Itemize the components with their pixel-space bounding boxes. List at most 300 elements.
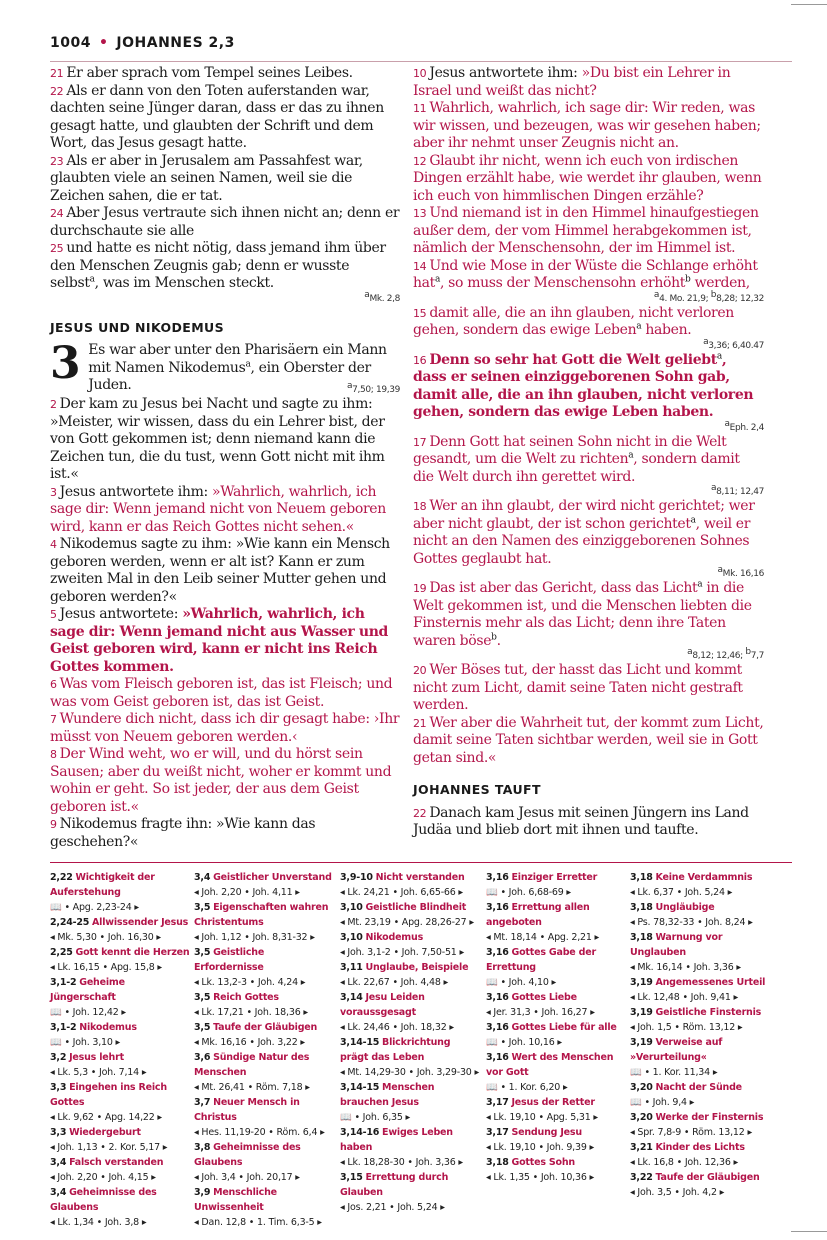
crossref-topic: Ewiges Leben haben — [340, 1127, 453, 1153]
verse-9 — [50, 816, 400, 851]
crossref-heading — [50, 1080, 190, 1110]
crossref-links[interactable]: ◂ Lk. 18,28-30 • Joh. 3,36 ▸ — [340, 1157, 463, 1168]
crossref-topic: Wiedergeburt — [69, 1127, 141, 1138]
crossref-entry[interactable] — [50, 1020, 190, 1050]
crossref-links[interactable]: ◂ Jos. 2,21 • Joh. 5,24 ▸ — [340, 1202, 445, 1213]
crossref-topic: Geistliche Finsternis — [655, 1007, 762, 1018]
crossref-heading — [486, 1155, 626, 1170]
crossref-topic: Einziger Erretter — [511, 872, 598, 883]
crossref-entry[interactable] — [50, 870, 190, 915]
crossref-verse: 3,5 — [194, 902, 211, 913]
crossref-heading — [50, 1125, 190, 1140]
verse-text: Denn Gott hat seinen Sohn nicht in die Welt gesandt, um die Welt zu richten — [413, 433, 727, 467]
verse-number: 17 — [413, 435, 427, 449]
crossref-heading — [486, 1095, 626, 1110]
verse-20 — [413, 662, 764, 715]
crossref-verse: 3,10 — [340, 932, 363, 943]
crossref-topic: Errettung durch Glauben — [340, 1172, 449, 1198]
crossref-links[interactable]: ◂ Mt. 14,29-30 • Joh. 3,29-30 ▸ — [340, 1067, 480, 1078]
verse-text: Der Wind weht, wo er will, und du hörst sein Sausen; aber du weißt nicht, woher er kommt und wohin er geht. So ist jeder, der aus dem Geist geboren ist.« — [50, 746, 392, 815]
verse-13 — [413, 205, 764, 258]
crossref-links[interactable]: 📖 • Joh. 6,35 ▸ — [340, 1112, 411, 1123]
verse-text: Nikodemus fragte ihn: »Wie kann das geschehen?« — [50, 816, 316, 850]
crossref-entry[interactable] — [340, 1035, 480, 1080]
crossref-entry[interactable] — [340, 1080, 480, 1125]
verse-8 — [50, 746, 400, 816]
verse-text: Und niemand ist in den Himmel hinaufgestiegen außer dem, der vom Himmel herabgekommen ist, nämlich der Menschensohn, der im Himmel ist. — [413, 205, 759, 256]
verse-group — [413, 305, 764, 340]
crossref-verse: 3,16 — [486, 1052, 509, 1063]
verse-text: Wer aber die Wahrheit tut, der kommt zum Licht, damit seine Taten sichtbar werden, weil sie in Gott getan sind.« — [413, 714, 764, 766]
verse-number: 21 — [413, 716, 427, 730]
crossref-topic: Sendung Jesu — [511, 1127, 582, 1138]
crossref-topic: Eigenschaften wahren Christentums — [194, 902, 329, 928]
crossref-links[interactable]: ◂ Joh. 2,20 • Joh. 4,11 ▸ — [194, 887, 300, 898]
crossref-entry[interactable] — [194, 990, 334, 1020]
crossref-topic: Angemessenes Urteil — [655, 977, 766, 988]
crossref-links[interactable]: ◂ Joh. 1,5 • Röm. 13,12 ▸ — [630, 1022, 743, 1033]
verse-number: 21 — [50, 67, 64, 80]
verse-text: Danach kam Jesus mit seinen Jüngern ins Land Judäa und blieb dort mit ihnen und taufte. — [413, 804, 749, 838]
crossref-topic: Geistlicher Unverstand — [213, 872, 332, 883]
verse-text: Wer Böses tut, der hasst das Licht und kommt nicht zum Licht, damit seine Taten nicht gestraft werden. — [413, 662, 743, 713]
verse-6 — [50, 676, 400, 711]
crossref-links[interactable]: ◂ Mt. 23,19 • Apg. 28,26-27 ▸ — [340, 917, 474, 928]
crossref-entry[interactable] — [194, 870, 334, 900]
crossref-heading — [486, 870, 626, 885]
crossref-topic: Reich Gottes — [213, 992, 279, 1003]
crossref-links[interactable]: ◂ Joh. 2,20 • Joh. 4,15 ▸ — [50, 1172, 156, 1183]
crossref-verse: 3,10 — [340, 902, 363, 913]
crossref-entry[interactable] — [630, 1170, 770, 1200]
footnote-marker: a — [697, 579, 703, 590]
crossref-topic: Blickrichtung prägt das Leben — [340, 1037, 451, 1063]
verse-4 — [50, 536, 400, 606]
crossref-links[interactable]: ◂ Mk. 16,14 • Joh. 3,36 ▸ — [630, 962, 741, 973]
crossref-heading — [630, 900, 770, 915]
right-text-column — [413, 65, 764, 840]
crossref-topic: Sündige Natur des Menschen — [194, 1052, 310, 1078]
verse-21 — [413, 715, 764, 768]
footnote-marker: a — [690, 514, 696, 525]
verse-19 — [413, 580, 764, 650]
crossref-entry[interactable] — [194, 1185, 334, 1230]
crossref-heading — [194, 1020, 334, 1035]
verse-text: Der kam zu Jesus bei Nacht und sagte zu ihm: »Meister, wir wissen, dass du ein Lehrer bist, der von Gott gekommen ist; denn niemand kann die Zeichen tun, die du tust, wenn Gott nicht mit ihm ist.« — [50, 396, 385, 482]
verse-number: 4 — [50, 538, 57, 551]
crossref-verse: 3,5 — [194, 947, 211, 958]
crossref-entry[interactable] — [486, 1020, 626, 1050]
crossref-topic: Menschliche Unwissenheit — [194, 1187, 277, 1213]
crossref-entry[interactable] — [50, 1125, 190, 1155]
crossref-heading — [486, 990, 626, 1005]
crossref-links[interactable]: ◂ Jer. 31,3 • Joh. 16,27 ▸ — [486, 1007, 595, 1018]
crossref-heading — [50, 945, 190, 960]
crossref-verse: 3,5 — [194, 1022, 211, 1033]
crossref-heading — [340, 930, 480, 945]
verse-text: Wahrlich, wahrlich, ich sage dir: Wir reden, was wir wissen, und bezeugen, was wir gesehen haben; aber ihr nehmt unser Zeugnis nicht an. — [413, 100, 761, 151]
verse-text: Jesus antwortete ihm: — [59, 483, 212, 500]
crossref-heading — [486, 945, 626, 975]
crossref-links[interactable]: ◂ Lk. 17,21 • Joh. 18,36 ▸ — [194, 1007, 308, 1018]
crossref-entry[interactable] — [340, 930, 480, 960]
crossref-verse: 3,14-15 — [340, 1082, 380, 1093]
crossref-entry[interactable] — [630, 900, 770, 930]
crossref-entry[interactable] — [630, 1110, 770, 1140]
verse-number: 13 — [413, 207, 427, 220]
crop-mark — [791, 1231, 827, 1232]
crossref-entry[interactable] — [340, 900, 480, 930]
crossref-heading — [630, 930, 770, 960]
section-heading-tauft: JOHANNES TAUFT — [413, 782, 541, 797]
crossref-links[interactable]: ◂ Lk. 16,8 • Joh. 12,36 ▸ — [630, 1157, 739, 1168]
crossref-entry[interactable] — [486, 1125, 626, 1155]
crossref-entry[interactable] — [340, 1170, 480, 1215]
crossref-entry[interactable] — [486, 870, 626, 900]
crossref-entry[interactable] — [194, 1140, 334, 1185]
crossref-entry[interactable] — [630, 930, 770, 975]
crossref-entry[interactable] — [486, 1050, 626, 1095]
verse-text: Jesus antwortete ihm: — [429, 65, 582, 81]
crossref-entry[interactable] — [50, 945, 190, 975]
crossref-verse: 3,3 — [50, 1082, 67, 1093]
crop-mark — [791, 4, 827, 5]
crossref-links[interactable]: ◂ Lk. 1,35 • Joh. 10,36 ▸ — [486, 1172, 595, 1183]
crossref-links[interactable]: ◂ Lk. 6,37 • Joh. 5,24 ▸ — [630, 887, 733, 898]
verse-2 — [50, 396, 400, 484]
crossref-links[interactable]: ◂ Lk. 13,2-3 • Joh. 4,24 ▸ — [194, 977, 306, 988]
crossref-links[interactable]: 📖 • 1. Kor. 6,20 ▸ — [486, 1082, 568, 1093]
footnote: $^a$Mk. 16,16 — [717, 565, 764, 579]
crossref-links[interactable]: ◂ Mt. 18,14 • Apg. 2,21 ▸ — [486, 932, 600, 943]
verse-number: 11 — [413, 102, 427, 115]
crossref-entry[interactable] — [194, 1050, 334, 1095]
crossref-heading — [630, 1080, 770, 1095]
verse-text: . — [496, 632, 501, 649]
crossref-verse: 3,21 — [630, 1142, 653, 1153]
crossref-entry[interactable] — [486, 900, 626, 945]
verse-22 — [413, 805, 764, 840]
crossref-verse: 3,16 — [486, 992, 509, 1003]
verse-number: 23 — [50, 154, 64, 168]
footnote: $^a$Eph. 2,4 — [724, 418, 764, 433]
crossref-entry[interactable] — [194, 1095, 334, 1140]
verse-text: Das ist aber das Gericht, dass das Licht — [429, 580, 698, 596]
crossref-entry[interactable] — [50, 1185, 190, 1230]
footnote-marker: a — [434, 274, 440, 285]
verse-text: Aber Jesus vertraute sich ihnen nicht an; denn er durchschaute sie alle — [50, 205, 400, 239]
crossref-verse: 3,16 — [486, 1022, 509, 1033]
crossref-verse: 3,5 — [194, 992, 211, 1003]
verse-text: Wer an ihn glaubt, der wird nicht gerichtet; wer aber nicht glaubt, der ist schon gerichtet — [413, 498, 755, 532]
crossref-verse: 3,3 — [50, 1127, 67, 1138]
crossref-verse: 2,25 — [50, 947, 73, 958]
crossref-topic: Wert des Menschen vor Gott — [486, 1052, 614, 1078]
footnote: $^a$8,12; 12,46; $^b$7,7 — [687, 647, 764, 661]
crossref-column-5 — [630, 870, 770, 1200]
crossref-links[interactable]: ◂ Joh. 1,12 • Joh. 8,31-32 ▸ — [194, 932, 315, 943]
verse-number: 8 — [50, 748, 57, 761]
crossref-topic: Verweise auf »Verurteilung« — [630, 1037, 723, 1063]
crossref-links[interactable]: ◂ Hes. 11,19-20 • Röm. 6,4 ▸ — [194, 1127, 325, 1138]
crossref-verse: 3,22 — [630, 1172, 653, 1183]
crossref-links[interactable]: ◂ Ps. 78,32-33 • Joh. 8,24 ▸ — [630, 917, 753, 928]
crossref-entry[interactable] — [194, 945, 334, 990]
footnote-marker: b — [685, 274, 691, 285]
crossref-heading — [486, 1020, 626, 1035]
verse-number: 22 — [413, 806, 427, 820]
crossref-entry[interactable] — [630, 975, 770, 1005]
verse-number: 20 — [413, 664, 427, 677]
verse-text: »Wahrlich, wahrlich, ich sage dir: Wenn jemand nicht aus Wasser und Geist geboren wird, kann er nicht ins Reich Gottes kommen. — [50, 606, 388, 675]
verse-text: Als er aber in Jerusalem am Passahfest war, glaubten viele an seinen Namen, weil sie die Zeichen sahen, die er tat. — [50, 152, 363, 204]
verse-text: , was im Menschen steckt. — [94, 275, 274, 291]
crossref-links[interactable]: ◂ Spr. 7,8-9 • Röm. 13,12 ▸ — [630, 1127, 753, 1138]
crossref-verse: 3,1-2 — [50, 977, 77, 988]
verse-number: 19 — [413, 582, 427, 595]
verse-number: 15 — [413, 306, 427, 320]
crossref-entry[interactable] — [630, 870, 770, 900]
crossref-topic: Wichtigkeit der Auferstehung — [50, 872, 155, 898]
crossref-links[interactable]: ◂ Dan. 12,8 • 1. Tim. 6,3-5 ▸ — [194, 1217, 322, 1228]
verse-text: Was vom Fleisch geboren ist, das ist Fleisch; und was vom Geist geboren ist, das ist Geist. — [50, 676, 393, 710]
crossref-links[interactable]: ◂ Mk. 16,16 • Joh. 3,22 ▸ — [194, 1037, 305, 1048]
crossref-links[interactable]: 📖 • 1. Kor. 11,34 ▸ — [630, 1067, 718, 1078]
header-separator: • — [98, 35, 109, 51]
crossref-entry[interactable] — [340, 960, 480, 990]
crossref-links[interactable]: ◂ Lk. 5,3 • Joh. 7,14 ▸ — [50, 1067, 147, 1078]
verse-25 — [50, 240, 400, 293]
verse-7 — [50, 711, 400, 746]
left-text-column — [50, 65, 400, 851]
crossref-heading — [630, 1035, 770, 1065]
crossref-verse: 3,6 — [194, 1052, 211, 1063]
verse-text: Nikodemus sagte zu ihm: »Wie kann ein Mensch geboren werden, wenn er alt ist? Kann er zum zweiten Mal in den Leib seiner Mutter gehen und geboren werden?« — [50, 536, 390, 605]
crossref-topic: Geheimnisse des Glaubens — [194, 1142, 301, 1168]
crossref-entry[interactable] — [50, 975, 190, 1020]
crossref-links[interactable]: ◂ Lk. 22,67 • Joh. 4,48 ▸ — [340, 977, 449, 988]
crossref-topic: Gottes Gabe der Errettung — [486, 947, 596, 973]
verse-text: Wundere dich nicht, dass ich dir gesagt habe: ›Ihr müsst von Neuem geboren werden.‹ — [50, 711, 400, 745]
crossref-links[interactable]: ◂ Lk. 1,34 • Joh. 3,8 ▸ — [50, 1217, 147, 1228]
crossref-entry[interactable] — [340, 1125, 480, 1170]
crossref-topic: Nicht verstanden — [375, 872, 465, 883]
crossref-topic: Gott kennt die Herzen — [75, 947, 190, 958]
verse-3-1: 3 Es war aber unter den Pharisäern ein Mann mit Namen Nikodemus$^a$, ein Oberster der Juden. — [50, 338, 387, 393]
verse-group — [413, 434, 764, 487]
crossref-links[interactable]: ◂ Joh. 1,13 • 2. Kor. 5,17 ▸ — [50, 1142, 168, 1153]
footnote-marker: a — [89, 274, 95, 285]
crossref-heading — [630, 975, 770, 990]
crossref-links[interactable]: 📖 • Joh. 9,4 ▸ — [630, 1097, 695, 1108]
crossref-topic: Gottes Sohn — [511, 1157, 575, 1168]
verse-number: 2 — [50, 398, 57, 411]
crossref-topic: Allwissender Jesus — [92, 917, 189, 928]
crossref-entry[interactable] — [486, 990, 626, 1020]
crossref-entry[interactable] — [50, 915, 190, 945]
crossref-verse: 3,20 — [630, 1082, 653, 1093]
book-reference: JOHANNES 2,3 — [116, 35, 235, 51]
crossref-heading — [194, 990, 334, 1005]
verse-group — [50, 65, 400, 293]
footnote: $^a$3,36; 6,40.47 — [703, 336, 764, 351]
verse-15 — [413, 305, 764, 340]
crossref-heading — [194, 1185, 334, 1215]
crossref-entry[interactable] — [630, 1140, 770, 1170]
crossref-topic: Jesus der Retter — [511, 1097, 595, 1108]
verse-group — [413, 498, 764, 568]
crossref-links[interactable]: ◂ Mt. 26,41 • Röm. 7,18 ▸ — [194, 1082, 310, 1093]
crossref-entry[interactable] — [50, 1080, 190, 1125]
crossref-heading — [194, 945, 334, 975]
verse-18 — [413, 498, 764, 568]
crossref-heading — [340, 990, 480, 1020]
crossref-links[interactable]: ◂ Lk. 19,10 • Apg. 5,31 ▸ — [486, 1112, 599, 1123]
verse-group — [413, 662, 764, 767]
verse-number: 10 — [413, 67, 427, 80]
crossref-verse: 3,16 — [486, 872, 509, 883]
verse-10 — [413, 65, 764, 100]
crossref-heading — [50, 1155, 190, 1170]
crossref-verse: 3,14-16 — [340, 1127, 380, 1138]
verse-number: 25 — [50, 242, 64, 255]
crossref-entry[interactable] — [486, 1155, 626, 1185]
crossref-heading — [194, 1050, 334, 1080]
verse-12 — [413, 153, 764, 206]
crossref-verse: 3,19 — [630, 1037, 653, 1048]
crossref-heading — [50, 1050, 190, 1065]
crossref-topic: Neuer Mensch in Christus — [194, 1097, 300, 1123]
crossref-links[interactable]: ◂ Joh. 3,1-2 • Joh. 7,50-51 ▸ — [340, 947, 465, 958]
verse-text: Denn so sehr hat Gott die Welt geliebt — [429, 351, 717, 368]
verse-23 — [50, 153, 400, 206]
crossref-verse: 3,19 — [630, 1007, 653, 1018]
verse-group — [413, 805, 764, 840]
crossref-entry[interactable] — [486, 945, 626, 990]
verse-text: »Wahrlich, wahrlich, ich sage dir: Wenn jemand nicht von Neuem geboren wird, kann er das Reich Gottes nicht sehen.« — [50, 483, 386, 535]
crossref-heading — [486, 1125, 626, 1140]
crossref-links[interactable]: ◂ Mk. 5,30 • Joh. 16,30 ▸ — [50, 932, 161, 943]
crossref-links[interactable]: ◂ Lk. 12,48 • Joh. 9,41 ▸ — [630, 992, 739, 1003]
crossref-verse: 3,4 — [50, 1157, 67, 1168]
crossref-verse: 3,11 — [340, 962, 363, 973]
section-heading-nikodemus: JESUS UND NIKODEMUS — [50, 319, 225, 335]
crossref-column-1 — [50, 870, 190, 1230]
crossref-verse: 3,16 — [486, 947, 509, 958]
crossref-heading — [340, 960, 480, 975]
verse-text: , dass er seinen einziggeborenen Sohn gab, damit alle, die an ihn glauben, nicht verloren gehen, sondern das ewige Leben haben. — [413, 351, 754, 420]
verse-number: 24 — [50, 207, 64, 220]
crossref-verse: 3,14 — [340, 992, 363, 1003]
crossref-topic: Unglaube, Beispiele — [365, 962, 469, 973]
crossref-column-3 — [340, 870, 480, 1215]
crossref-heading — [630, 1110, 770, 1125]
crossref-topic: Jesu Leiden voraussgesagt — [340, 992, 425, 1018]
crossref-topic: Taufe der Gläubigen — [213, 1022, 318, 1033]
crossref-links[interactable]: ◂ Lk. 24,46 • Joh. 18,32 ▸ — [340, 1022, 454, 1033]
verse-number: 7 — [50, 713, 57, 726]
crossref-links[interactable]: 📖 • Joh. 3,10 ▸ — [50, 1037, 121, 1048]
crossref-verse: 3,16 — [486, 902, 509, 913]
footnote: $^a$4. Mo. 21,9; $^b$8,28; 12,32 — [653, 289, 764, 304]
verse-text: , sondern damit die Welt durch ihn gerettet wird. — [413, 451, 740, 485]
crossref-verse: 3,4 — [194, 872, 211, 883]
crossref-links[interactable]: ◂ Joh. 3,4 • Joh. 20,17 ▸ — [194, 1172, 300, 1183]
crossref-entry[interactable] — [630, 1035, 770, 1080]
verse-text: Jesus antwortete: — [59, 606, 183, 622]
crossref-entry[interactable] — [340, 870, 480, 900]
crossref-entry[interactable] — [630, 1080, 770, 1110]
verse-14 — [413, 258, 764, 293]
crossref-topic: Eingehen ins Reich Gottes — [50, 1082, 167, 1108]
crossref-entry[interactable] — [50, 1050, 190, 1080]
crossref-links[interactable]: 📖 • Joh. 10,16 ▸ — [486, 1037, 562, 1048]
crossref-entry[interactable] — [194, 1020, 334, 1050]
crossref-heading — [194, 1140, 334, 1170]
crossref-topic: Geistliche Erfordernisse — [194, 947, 265, 973]
crossref-topic: Nikodemus — [79, 1022, 137, 1033]
footnote-marker: a — [636, 321, 642, 332]
page-header — [50, 35, 792, 62]
crossref-verse: 3,20 — [630, 1112, 653, 1123]
crossref-entry[interactable] — [486, 1095, 626, 1125]
crossref-verse: 3,18 — [486, 1157, 509, 1168]
page-number: 1004 — [50, 35, 91, 51]
crossref-topic: Gottes Liebe für alle — [511, 1022, 617, 1033]
verse-text: , so muss der Menschensohn erhöht — [439, 275, 686, 291]
crossref-links[interactable]: ◂ Lk. 16,15 • Apg. 15,8 ▸ — [50, 962, 163, 973]
crossref-entry[interactable] — [630, 1005, 770, 1035]
crossref-links[interactable]: 📖 • Joh. 6,68-69 ▸ — [486, 887, 572, 898]
verse-24 — [50, 205, 400, 240]
crossref-verse: 3,8 — [194, 1142, 211, 1153]
crossref-verse: 3,18 — [630, 932, 653, 943]
crossref-links[interactable]: ◂ Lk. 24,21 • Joh. 6,65-66 ▸ — [340, 887, 463, 898]
crossref-heading — [486, 900, 626, 930]
crossref-links[interactable]: ◂ Lk. 19,10 • Joh. 9,39 ▸ — [486, 1142, 595, 1153]
verse-22 — [50, 83, 400, 153]
crossref-topic: Errettung allen angeboten — [486, 902, 590, 928]
verse-number: 18 — [413, 500, 427, 513]
crossref-entry[interactable] — [50, 1155, 190, 1185]
verse-3 — [50, 484, 400, 537]
verse-text: , weil er nicht an den Namen des einziggeborenen Sohnes Gottes geglaubt hat. — [413, 515, 751, 567]
crossref-verse: 3,9-10 — [340, 872, 373, 883]
verse-text: »Du bist ein Lehrer in Israel und weißt das nicht? — [413, 65, 731, 99]
crossref-heading — [50, 1020, 190, 1035]
verse-text: in die Welt gekommen ist, und die Menschen liebten die Finsternis mehr als das Licht; denn ihre Taten waren böse — [413, 580, 752, 649]
crossref-links[interactable]: 📖 • Joh. 4,10 ▸ — [486, 977, 557, 988]
crossref-links[interactable]: ◂ Joh. 3,5 • Joh. 4,2 ▸ — [630, 1187, 725, 1198]
crossref-entry[interactable] — [340, 990, 480, 1035]
crossref-entry[interactable] — [194, 900, 334, 945]
crossref-topic: Warnung vor Unglauben — [630, 932, 723, 958]
verse-16 — [413, 352, 764, 422]
crossref-links[interactable]: 📖 • Joh. 12,42 ▸ — [50, 1007, 126, 1018]
crossref-verse: 3,4 — [50, 1187, 67, 1198]
crossref-links[interactable]: 📖 • Apg. 2,23-24 ▸ — [50, 902, 139, 913]
crossref-heading — [486, 1050, 626, 1080]
crossref-topic: Ungläubige — [655, 902, 715, 913]
crossref-topic: Geheime Jüngerschaft — [50, 977, 125, 1003]
crossref-verse: 3,2 — [50, 1052, 67, 1063]
crossref-verse: 3,17 — [486, 1097, 509, 1108]
crossref-topic: Keine Verdammnis — [655, 872, 753, 883]
crossref-links[interactable]: ◂ Lk. 9,62 • Apg. 14,22 ▸ — [50, 1112, 163, 1123]
crossref-heading — [630, 1005, 770, 1020]
verse-number: 12 — [413, 154, 427, 168]
crossref-heading — [194, 900, 334, 930]
